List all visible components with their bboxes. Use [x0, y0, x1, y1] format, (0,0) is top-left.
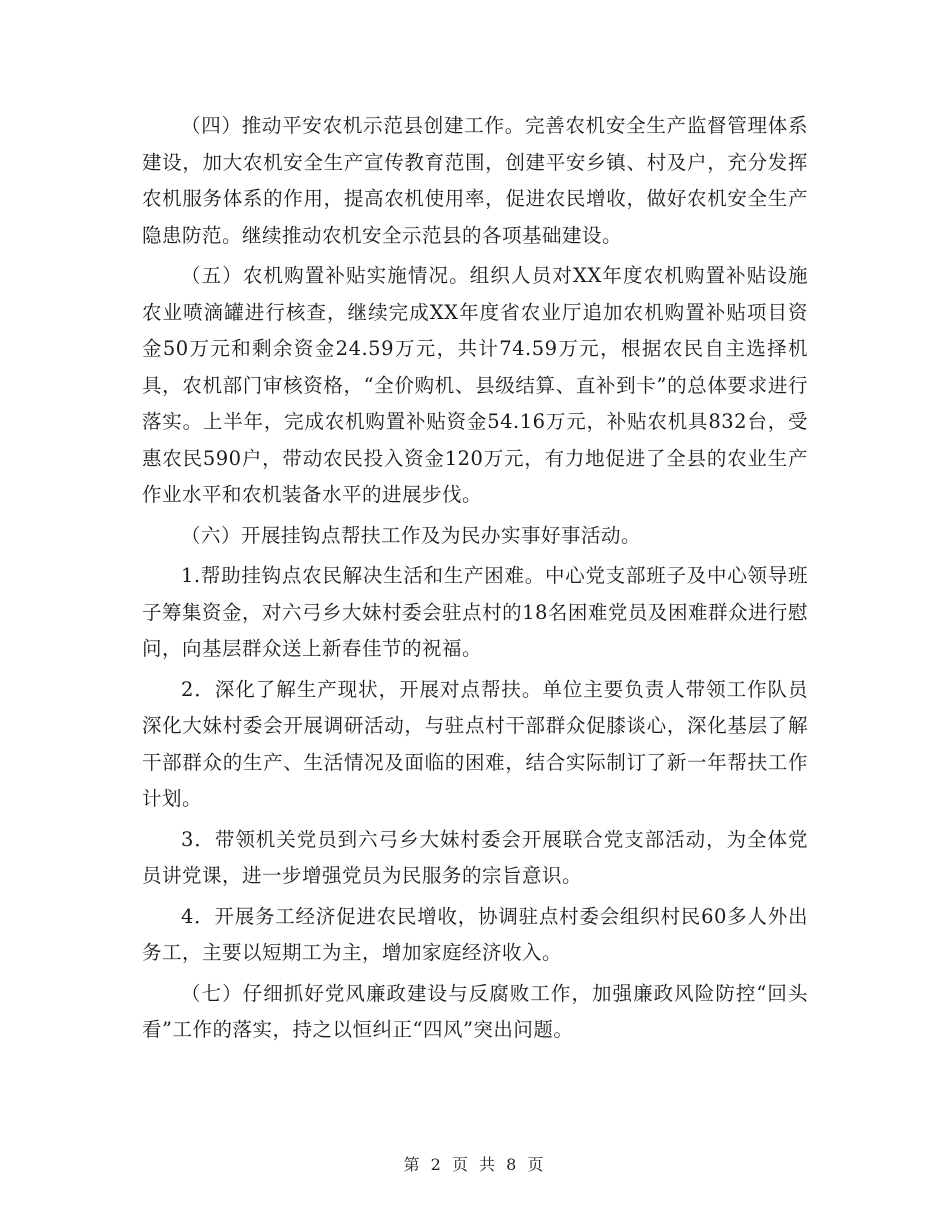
paragraph-item-2: 2．深化了解生产现状，开展对点帮扶。单位主要负责人带领工作队员深化大妹村委会开展调研活动，与驻点村干部群众促膝谈心，深化基层了解干部群众的生产、生活情况及面临的困难，结合实际制订了新一年帮扶工作计划。	[142, 677, 808, 810]
paragraph-item-1: 1.帮助挂钩点农民解决生活和生产困难。中心党支部班子及中心领导班子筹集资金，对六弓乡大妹村委会驻点村的18名困难党员及困难群众进行慰问，向基层群众送上新春佳节的祝福。	[142, 564, 808, 660]
document-body	[142, 108, 808, 1053]
paragraph-section-6-heading: （六）开展挂钩点帮扶工作及为民办实事好事活动。	[181, 523, 642, 547]
paragraph-section-5: （五）农机购置补贴实施情况。组织人员对XX年度农机购置补贴设施农业喷滴罐进行核查，继续完成XX年度省农业厅追加农机购置补贴项目资金50万元和剩余资金24.59万元，共计74.59万元，根据农民自主选择机具，农机部门审核资格，“全价购机、县级结算、直补到卡”的总体要求进行落实。上半年，完成农机购置补贴资金54.16万元，补贴农机具832台，受惠农民590户，带动农民投入资金120万元，有力地促进了全县的农业生产作业水平和农机装备水平的进展步伐。	[142, 264, 808, 506]
paragraph-section-7: （七）仔细抓好党风廉政建设与反腐败工作，加强廉政风险防控“回头看”工作的落实，持之以恒纠正“四风”突出问题。	[142, 981, 808, 1041]
paragraph-item-3: 3．带领机关党员到六弓乡大妹村委会开展联合党支部活动，为全体党员讲党课，进一步增强党员为民服务的宗旨意识。	[142, 827, 808, 887]
paragraph-item-4: 4．开展务工经济促进农民增收，协调驻点村委会组织村民60多人外出务工，主要以短期工为主，增加家庭经济收入。	[142, 904, 808, 964]
paragraph-section-4: （四）推动平安农机示范县创建工作。完善农机安全生产监督管理体系建设，加大农机安全生产宣传教育范围，创建平安乡镇、村及户，充分发挥农机服务体系的作用，提高农机使用率，促进农民增收，做好农机安全生产隐患防范。继续推动农机安全示范县的各项基础建设。	[142, 114, 808, 247]
page-number-footer: 第 2 页 共 8 页	[403, 1155, 547, 1174]
